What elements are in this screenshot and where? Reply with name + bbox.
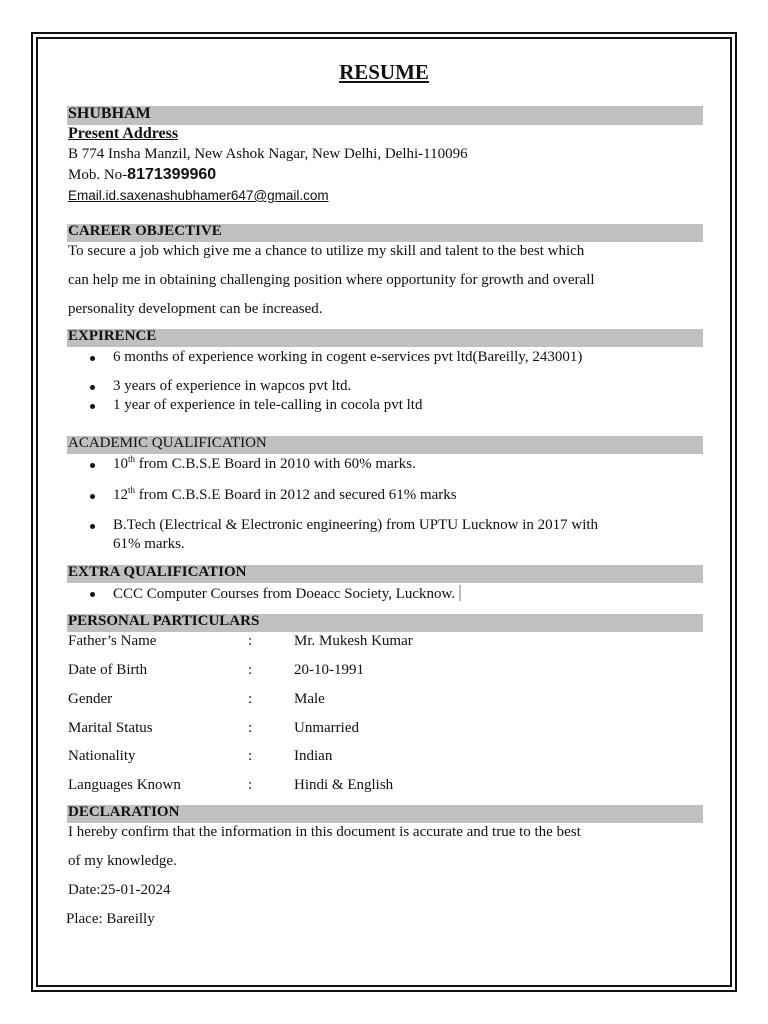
bullet-icon xyxy=(90,494,95,499)
bullet-icon xyxy=(90,463,95,468)
declaration-heading: DECLARATION xyxy=(68,804,180,820)
objective-line: To secure a job which give me a chance to utilize my skill and talent to the best which xyxy=(68,243,585,259)
extra-item xyxy=(113,585,461,603)
personal-label: Date of Birth xyxy=(68,662,148,678)
academic-item: B.Tech (Electrical & Electronic engineering) from UPTU Lucknow in 2017 with xyxy=(113,517,599,533)
personal-label: Gender xyxy=(68,691,113,707)
academic-item xyxy=(113,487,457,504)
address-text: B 774 Insha Manzil, New Ashok Nagar, New Delhi, Delhi-110096 xyxy=(68,146,468,162)
academic-item xyxy=(113,456,416,473)
resume-title: RESUME xyxy=(339,60,429,84)
experience-item: 6 months of experience working in cogent e-services pvt ltd(Bareilly, 243001) xyxy=(113,349,583,365)
personal-separator: : xyxy=(248,720,253,736)
academic-text: from C.B.S.E Board in 2010 with 60% marks. xyxy=(135,456,416,472)
experience-item: 1 year of experience in tele-calling in cocola pvt ltd xyxy=(113,397,423,413)
personal-label: Father’s Name xyxy=(68,633,157,649)
grade-number: 10 xyxy=(113,456,128,472)
objective-line: can help me in obtaining challenging position where opportunity for growth and overall xyxy=(68,272,595,288)
personal-value: Mr. Mukesh Kumar xyxy=(294,633,413,649)
text-cursor-icon xyxy=(459,585,461,601)
personal-value: Hindi & English xyxy=(294,777,394,793)
bullet-icon xyxy=(90,385,95,390)
mobile-line xyxy=(68,166,216,184)
grade-number: 12 xyxy=(113,487,128,503)
objective-line: personality development can be increased. xyxy=(68,301,323,317)
personal-label: Nationality xyxy=(68,748,136,764)
mobile-label: Mob. No- xyxy=(68,167,128,183)
experience-bar xyxy=(67,329,703,347)
email-link[interactable]: Email.id.saxenashubhamer647@gmail.com xyxy=(68,188,329,203)
candidate-name: SHUBHAM xyxy=(68,105,151,122)
personal-separator: : xyxy=(248,777,253,793)
personal-label: Languages Known xyxy=(68,777,181,793)
career-objective-heading: CAREER OBJECTIVE xyxy=(68,223,222,239)
personal-value: 20-10-1991 xyxy=(294,662,364,678)
personal-separator: : xyxy=(248,633,253,649)
name-bar xyxy=(67,106,703,125)
personal-label: Marital Status xyxy=(68,720,153,736)
declaration-place: Place: Bareilly xyxy=(66,911,155,927)
academic-heading: ACADEMIC QUALIFICATION xyxy=(68,435,267,451)
personal-separator: : xyxy=(248,748,253,764)
personal-separator: : xyxy=(248,691,253,707)
declaration-date: Date:25-01-2024 xyxy=(68,882,171,898)
academic-text: from C.B.S.E Board in 2012 and secured 61% marks xyxy=(135,487,457,503)
personal-value: Indian xyxy=(294,748,333,764)
personal-value: Unmarried xyxy=(294,720,359,736)
bullet-icon xyxy=(90,404,95,409)
extra-item-text: CCC Computer Courses from Doeacc Society, Lucknow. xyxy=(113,586,456,602)
academic-item-continued: 61% marks. xyxy=(113,536,185,552)
mobile-number: 8171399960 xyxy=(127,166,217,183)
experience-heading: EXPIRENCE xyxy=(68,328,157,344)
experience-item: 3 years of experience in wapcos pvt ltd. xyxy=(113,378,352,394)
bullet-icon xyxy=(90,356,95,361)
grade-suffix: th xyxy=(128,454,136,464)
personal-separator: : xyxy=(248,662,253,678)
bullet-icon xyxy=(90,592,95,597)
personal-particulars-heading: PERSONAL PARTICULARS xyxy=(68,613,260,629)
grade-suffix: th xyxy=(128,485,136,495)
address-label: Present Address xyxy=(68,125,179,142)
personal-value: Male xyxy=(294,691,325,707)
declaration-line: I hereby confirm that the information in this document is accurate and true to the best xyxy=(68,824,581,840)
extra-qualification-heading: EXTRA QUALIFICATION xyxy=(68,564,247,580)
declaration-line: of my knowledge. xyxy=(68,853,177,869)
bullet-icon xyxy=(90,524,95,529)
